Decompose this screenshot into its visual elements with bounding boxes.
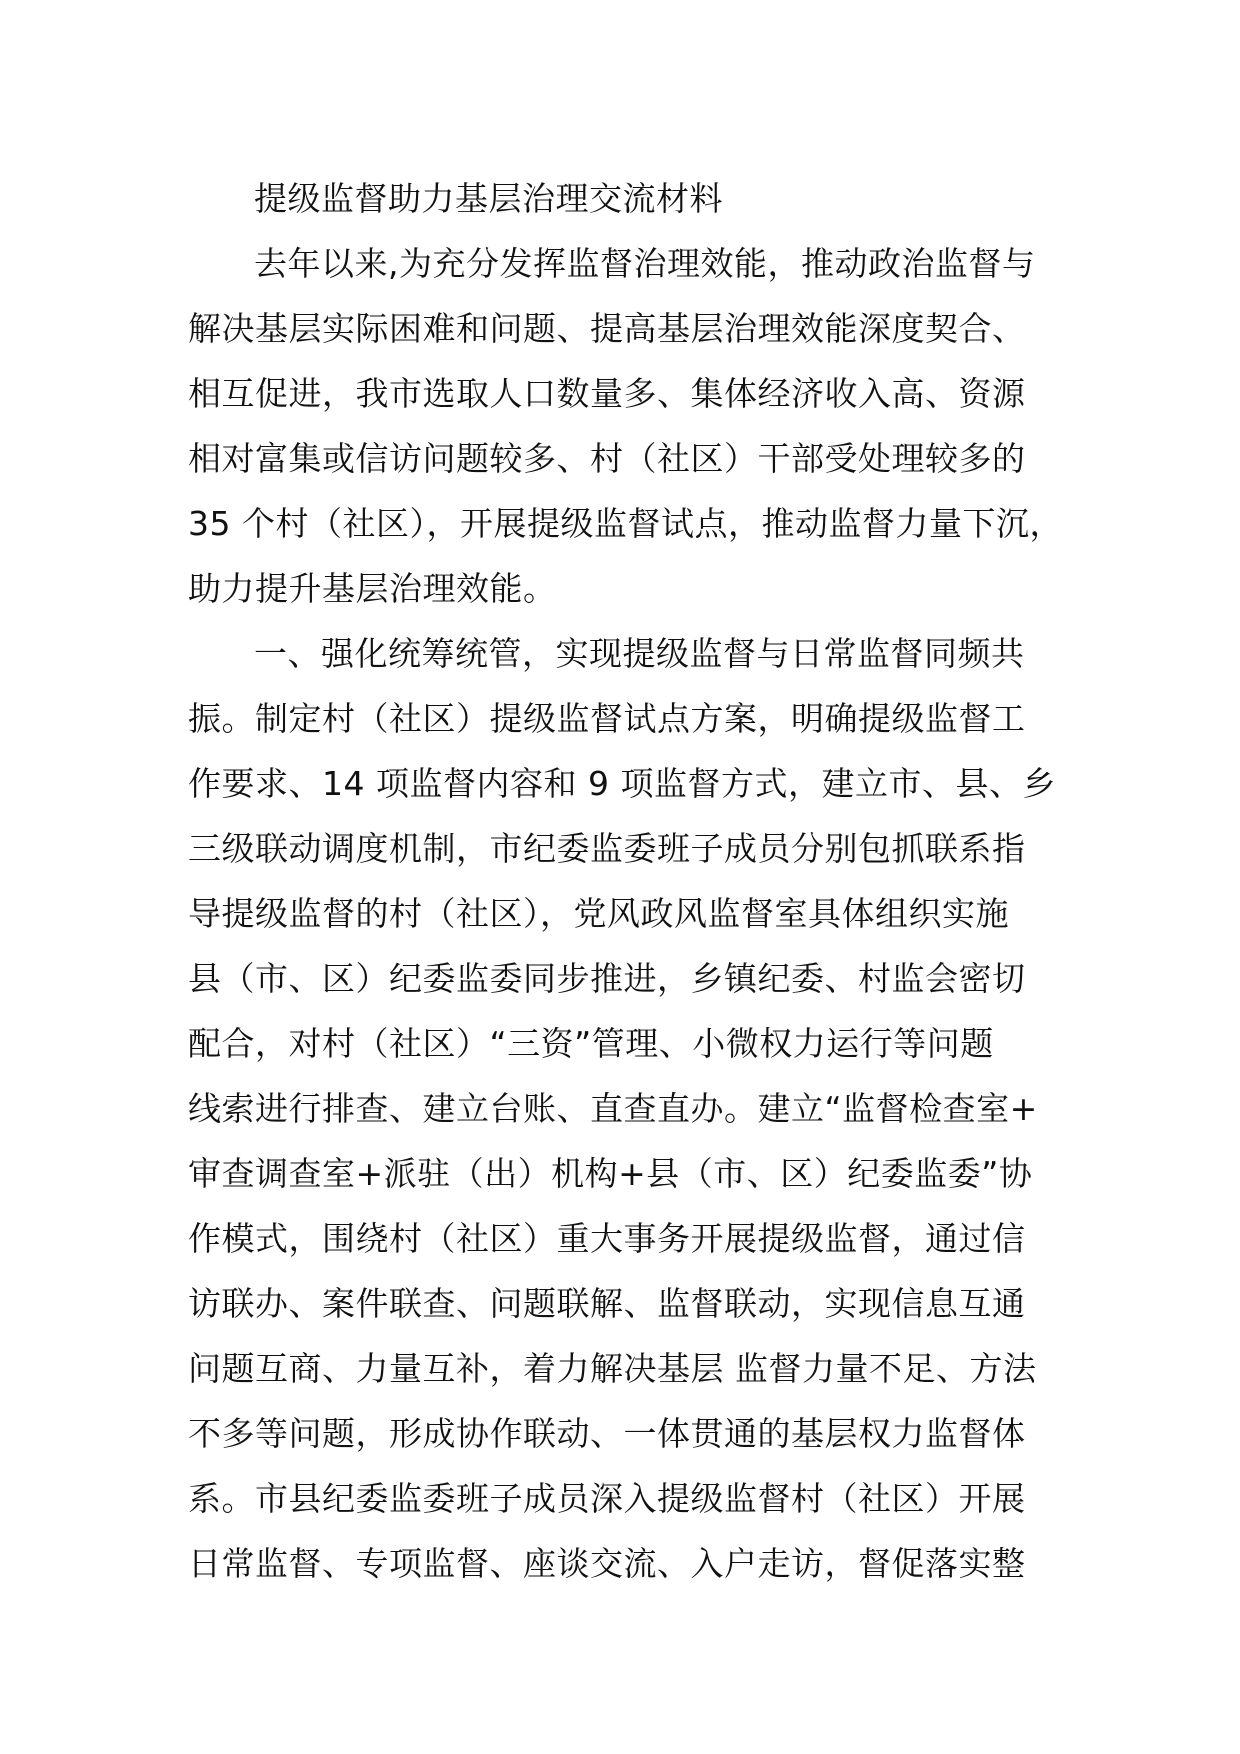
- document-body: [188, 166, 1068, 1596]
- paragraph-line: 日常监督、专项监督、座谈交流、入户走访，督促落实整: [188, 1544, 1026, 1583]
- paragraph-line: 三级联动调度机制，市纪委监委班子成员分别包抓联系指: [188, 829, 1026, 868]
- paragraph-line: 去年以来,为充分发挥监督治理效能，推动政治监督与: [254, 244, 1036, 283]
- paragraph-line: 系。市县纪委监委班子成员深入提级监督村（社区）开展: [188, 1479, 1026, 1518]
- paragraph-intro: [188, 231, 1068, 621]
- paragraph-line: 线索进行排查、建立台账、直查直办。建立“监督检查室+: [188, 1089, 1038, 1128]
- paragraph-section-one: [188, 621, 1068, 1596]
- paragraph-line: 不多等问题，形成协作联动、一体贯通的基层权力监督体: [188, 1414, 1026, 1453]
- paragraph-line: 35 个村（社区），开展提级监督试点，推动监督力量下沉，: [188, 504, 1063, 543]
- paragraph-line: 审查调查室+派驻（出）机构+县（市、区）纪委监委”协: [188, 1154, 1033, 1193]
- paragraph-line: 导提级监督的村（社区），党风政风监督室具体组织实施: [188, 894, 1009, 933]
- paragraph-line: 解决基层实际困难和问题、提高基层治理效能深度契合、: [188, 309, 1026, 348]
- paragraph-line: 作模式，围绕村（社区）重大事务开展提级监督，通过信: [188, 1219, 1026, 1258]
- paragraph-line: 相互促进，我市选取人口数量多、集体经济收入高、资源: [188, 374, 1026, 413]
- paragraph-line: 县（市、区）纪委监委同步推进，乡镇纪委、村监会密切: [188, 959, 1026, 998]
- paragraph-line: 配合，对村（社区）“三资”管理、小微权力运行等问题: [188, 1024, 994, 1063]
- document-title: 提级监督助力基层治理交流材料: [254, 179, 723, 218]
- paragraph-line: 访联办、案件联查、问题联解、监督联动，实现信息互通: [188, 1284, 1026, 1323]
- paragraph-line: 作要求、14 项监督内容和 9 项监督方式，建立市、县、乡: [188, 764, 1056, 803]
- paragraph-line: 相对富集或信访问题较多、村（社区）干部受处理较多的: [188, 439, 1026, 478]
- paragraph-line: 振。制定村（社区）提级监督试点方案，明确提级监督工: [188, 699, 1026, 738]
- paragraph-line: 问题互商、力量互补，着力解决基层 监督力量不足、方法: [188, 1349, 1037, 1388]
- paragraph-line: 助力提升基层治理效能。: [188, 569, 557, 608]
- paragraph-line: 一、强化统筹统管，实现提级监督与日常监督同频共: [254, 634, 1025, 673]
